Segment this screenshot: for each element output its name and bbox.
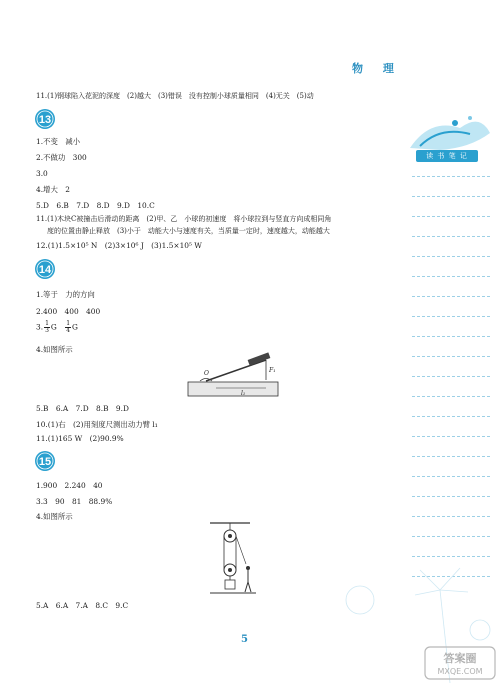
answer-line: 3.0 bbox=[36, 169, 48, 178]
answer-line: 1.900 2.240 40 bbox=[36, 481, 103, 490]
subject-title: 物 理 bbox=[352, 62, 402, 75]
svg-text:MXQE.COM: MXQE.COM bbox=[437, 667, 483, 676]
note-line bbox=[412, 356, 490, 357]
answer-prefix: 3. bbox=[36, 322, 44, 332]
fraction-numerator: 1 bbox=[66, 320, 71, 327]
answer-line: 11.(1)165 W (2)90.9% bbox=[36, 434, 124, 443]
svg-text:答案圈: 答案圈 bbox=[443, 652, 477, 665]
fraction-numerator: 1 bbox=[45, 320, 49, 327]
fraction-denominator: 3 bbox=[45, 327, 49, 334]
answer-line: 5.A 6.A 7.A 8.C 9.C bbox=[36, 601, 129, 610]
note-line bbox=[412, 476, 490, 477]
note-line bbox=[412, 216, 490, 217]
fraction-denominator: 4 bbox=[66, 327, 71, 334]
label-o: O bbox=[204, 370, 209, 377]
watermark-logo bbox=[424, 646, 496, 680]
answer-line: 1.不变 减小 bbox=[36, 137, 81, 146]
note-line bbox=[412, 516, 490, 517]
answer-line-fractions bbox=[36, 321, 78, 334]
answer-line: 4.如图所示 bbox=[36, 345, 73, 354]
note-line bbox=[412, 236, 490, 237]
answer-line: 2.400 400 400 bbox=[36, 307, 101, 316]
note-line bbox=[412, 296, 490, 297]
answer-line: 4.如图所示 bbox=[36, 512, 73, 521]
badge-number: 15 bbox=[38, 456, 52, 468]
note-line bbox=[412, 196, 490, 197]
pulley-diagram bbox=[208, 520, 258, 596]
answer-text: G bbox=[50, 322, 65, 332]
note-line bbox=[412, 336, 490, 337]
answer-text: G bbox=[72, 322, 78, 332]
answer-line: 5.D 6.B 7.D 8.D 9.D 10.C bbox=[36, 201, 155, 210]
note-line bbox=[412, 256, 490, 257]
fraction bbox=[44, 321, 50, 334]
answer-line: 11.(1)木块C被撞击后滑动的距离 (2)甲、乙 小球的初速度 将小球拉到与竖直方向成相同角 bbox=[36, 215, 332, 223]
section-badge-15 bbox=[34, 450, 56, 472]
note-line bbox=[412, 176, 490, 177]
note-line bbox=[412, 456, 490, 457]
note-line bbox=[412, 536, 490, 537]
lever-diagram bbox=[186, 350, 282, 400]
answer-line: 12.(1)1.5×10⁵ N (2)3×10⁶ J (3)1.5×10⁵ W bbox=[36, 241, 202, 250]
answer-line: 2.不做功 300 bbox=[36, 153, 87, 162]
notes-title: 读 书 笔 记 bbox=[416, 150, 478, 162]
badge-number: 13 bbox=[38, 114, 52, 126]
note-line bbox=[412, 396, 490, 397]
page-number: 5 bbox=[241, 634, 248, 645]
badge-number: 14 bbox=[38, 264, 52, 276]
note-line bbox=[412, 376, 490, 377]
note-line bbox=[412, 556, 490, 557]
section-badge-13 bbox=[34, 108, 56, 130]
answer-line: 3.3 90 81 88.9% bbox=[36, 497, 113, 506]
fraction bbox=[65, 321, 71, 334]
note-line bbox=[412, 316, 490, 317]
answer-line: 10.(1)右 (2)用刻度尺测出动力臂 l₁ bbox=[36, 420, 158, 429]
answer-line: 11.(1)钢球陷入花泥的深度 (2)越大 (3)错误 没有控制小球质量相同 (4)无关 (5)动 bbox=[36, 92, 314, 100]
note-line bbox=[412, 436, 490, 437]
answer-line: 度的位置由静止释放 (3)小于 动能大小与速度有关，当质量一定时，速度越大，动能越大 bbox=[47, 227, 330, 235]
answer-line: 4.增大 2 bbox=[36, 185, 70, 194]
label-f1: F₁ bbox=[269, 367, 276, 374]
answer-line: 5.B 6.A 7.D 8.B 9.D bbox=[36, 404, 129, 413]
note-line bbox=[412, 416, 490, 417]
label-l1: l₁ bbox=[241, 390, 246, 397]
note-line bbox=[412, 496, 490, 497]
note-line bbox=[412, 276, 490, 277]
section-badge-14 bbox=[34, 258, 56, 280]
answer-line: 1.等于 力的方向 bbox=[36, 290, 95, 299]
